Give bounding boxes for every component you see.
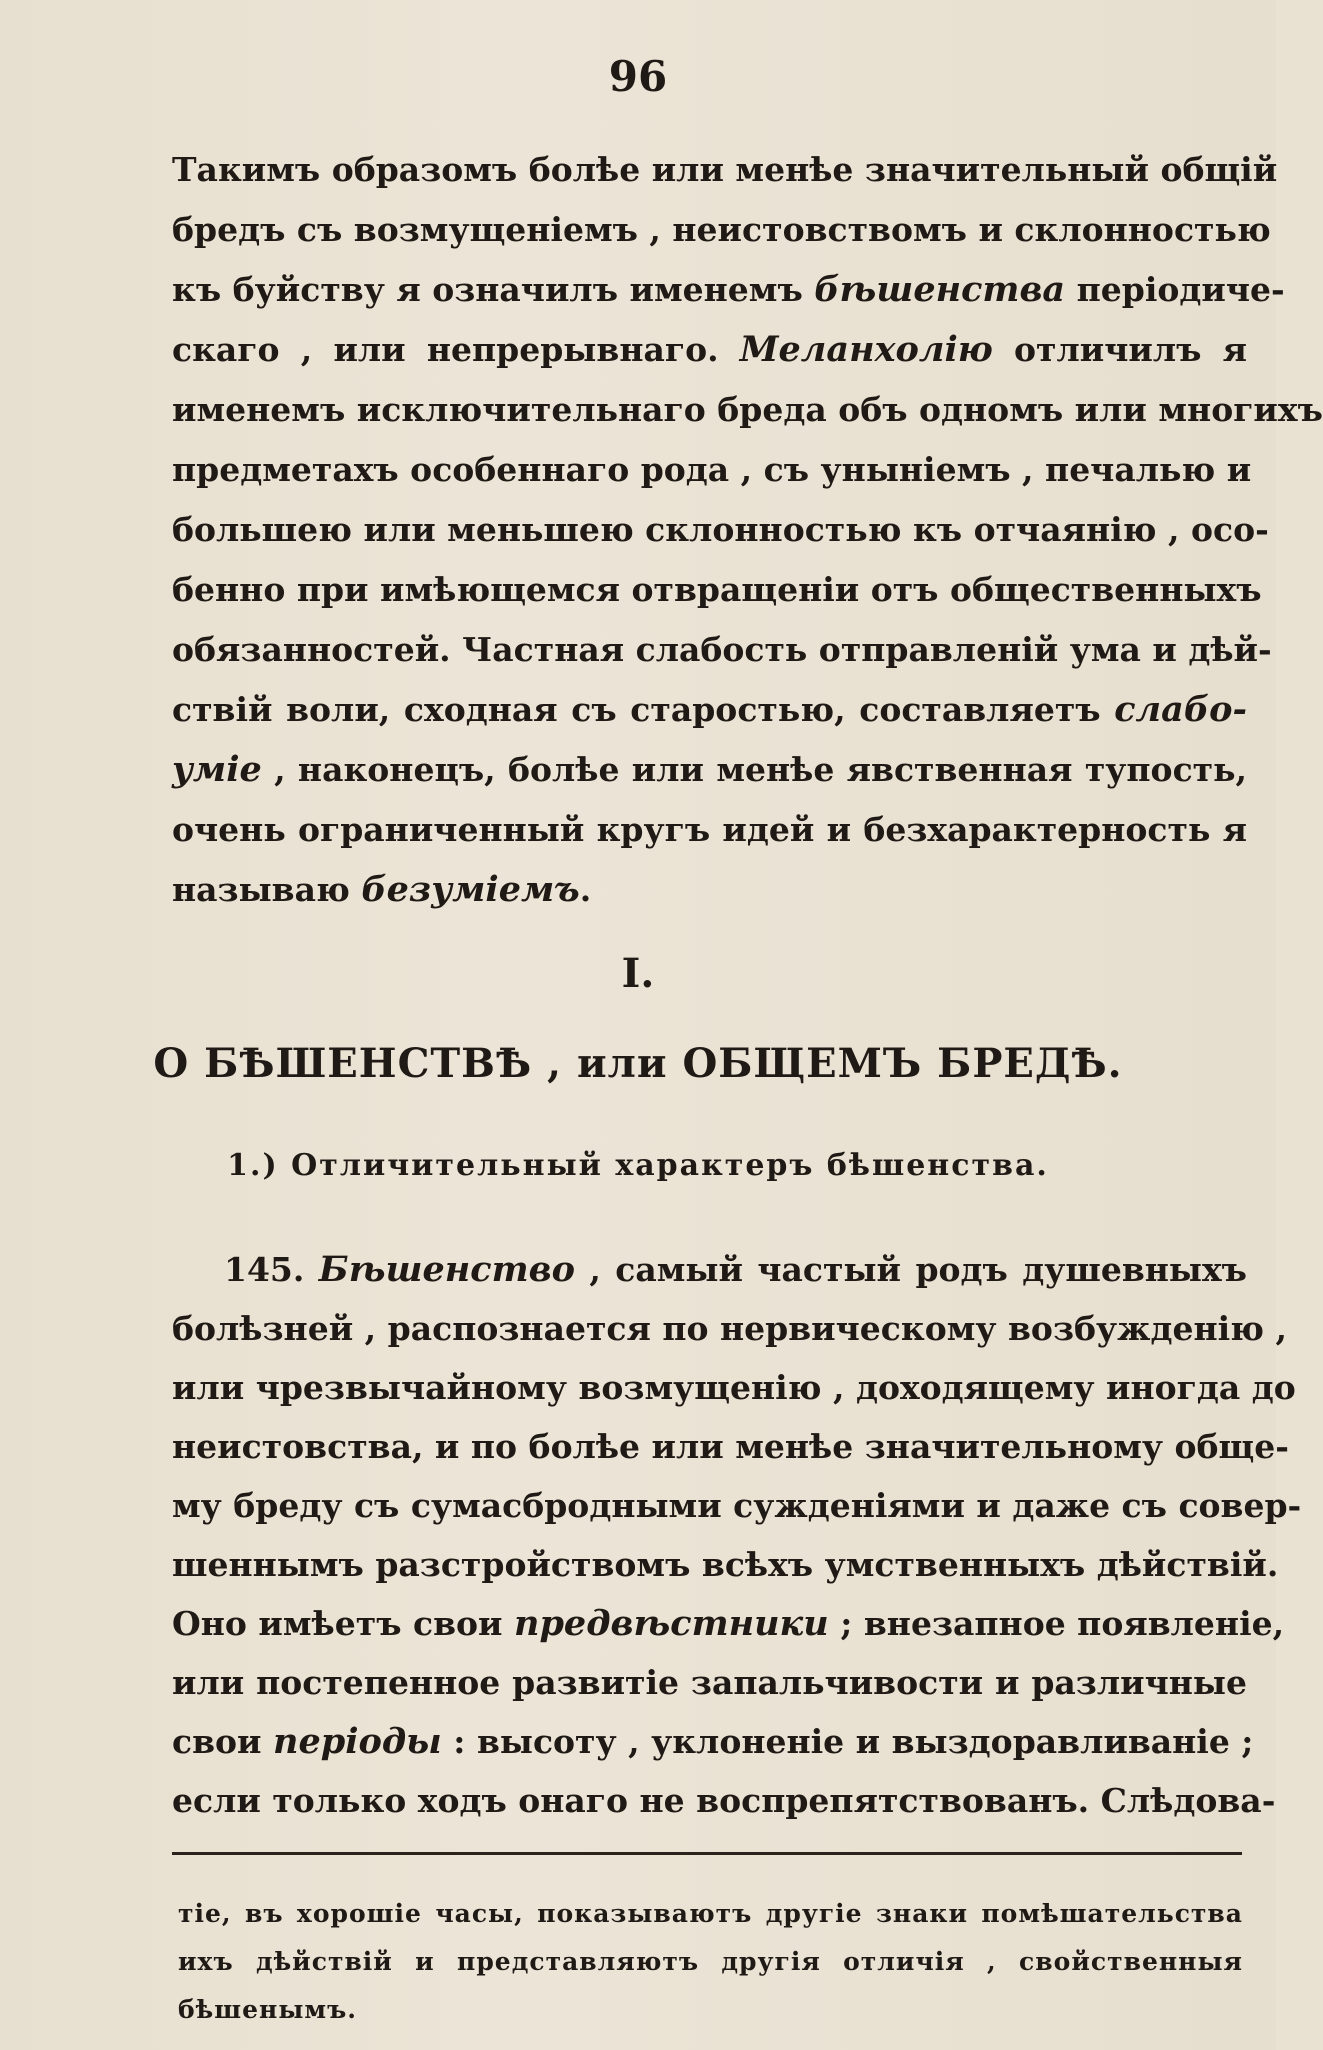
body-line: [172, 1535, 1279, 1594]
text-run: бредъ съ возмущеніемъ , неистовствомъ и склонностью: [172, 210, 1271, 249]
intro-line: [172, 140, 1278, 200]
text-run: ; внезапное появленіе,: [828, 1604, 1285, 1643]
section-title: О БѢШЕНСТВѢ , или ОБЩЕМЪ БРЕДѢ.: [153, 1040, 1123, 1087]
intro-line: [172, 200, 1271, 260]
text-run: , самый частый родъ душевныхъ: [574, 1250, 1247, 1289]
body-line: [172, 1594, 1285, 1653]
text-run: , наконецъ, болѣе или менѣе явственная тупость,: [261, 750, 1247, 789]
text-run: скаго , или непрерывнаго.: [172, 330, 740, 369]
text-run: болѣзней , распознается по нервическому возбужденію ,: [172, 1309, 1287, 1348]
text-run: предметахъ особеннаго рода , съ уныніемъ , печалью и: [172, 450, 1252, 489]
body-line: [172, 1771, 1276, 1830]
body-paragraph: [172, 1240, 1302, 1830]
intro-line: [172, 320, 1247, 380]
italic-term: предвѣстники: [514, 1603, 829, 1644]
text-run: шеннымъ разстройствомъ всѣхъ умственныхъ дѣйствій.: [172, 1545, 1279, 1584]
italic-term: слабо-: [1114, 689, 1247, 730]
intro-line: [172, 620, 1272, 680]
subsection-title: 1.) Отличительный характеръ бѣшенства.: [227, 1148, 1049, 1183]
body-line: [172, 1240, 1247, 1299]
italic-term: періоды: [273, 1721, 442, 1762]
text-run: именемъ исключительнаго бреда объ одномъ или многихъ: [172, 390, 1323, 429]
text-run: му бреду съ сумасбродными сужденіями и даже съ совер-: [172, 1486, 1302, 1525]
italic-term: бѣшенства: [814, 269, 1066, 310]
intro-line: [172, 860, 1247, 920]
footnote-line: бѣшенымъ.: [178, 1995, 357, 2024]
intro-paragraph: [172, 140, 1323, 920]
italic-term: уміе: [172, 749, 262, 790]
body-line: [172, 1476, 1302, 1535]
intro-line: [172, 380, 1323, 440]
body-line: [172, 1653, 1247, 1712]
text-run: или чрезвычайному возмущенію , доходящему иногда до: [172, 1368, 1296, 1407]
footnote-divider: [172, 1852, 1242, 1855]
footnote-line: тіе, въ хорошіе часы, показываютъ другіе знаки помѣшательства: [178, 1899, 1243, 1928]
text-run: Такимъ образомъ болѣе или менѣе значительный общій: [172, 150, 1278, 189]
text-run: если только ходъ онаго не воспрепятствованъ. Слѣдова-: [172, 1781, 1276, 1820]
text-run: называю: [172, 870, 362, 909]
body-line: [172, 1712, 1254, 1771]
intro-line: [172, 440, 1252, 500]
text-run: бенно при имѣющемся отвращеніи отъ общественныхъ: [172, 570, 1262, 609]
footnote: [178, 1890, 1243, 2034]
intro-line: [172, 800, 1247, 860]
italic-term: Бѣшенство: [318, 1249, 575, 1290]
text-run: или постепенное развитіе запальчивости и различные: [172, 1663, 1247, 1702]
text-run: .: [579, 870, 592, 909]
intro-line: [172, 740, 1247, 800]
body-line: [172, 1358, 1296, 1417]
italic-term: безуміемъ: [361, 869, 580, 910]
intro-line: [172, 500, 1269, 560]
text-run: большею или меньшею склонностью къ отчаянію , осо-: [172, 510, 1269, 549]
body-line: [172, 1417, 1289, 1476]
italic-term: Меланхолію: [739, 329, 993, 370]
body-line: [172, 1299, 1287, 1358]
text-run: 145.: [224, 1250, 319, 1289]
text-run: къ буйству я означилъ именемъ: [172, 270, 815, 309]
section-number: I.: [621, 950, 655, 997]
page-number: 96: [608, 52, 668, 101]
text-run: обязанностей. Частная слабость отправленій ума и дѣй-: [172, 630, 1272, 669]
text-run: : высоту , уклоненіе и выздоравливаніе ;: [441, 1722, 1254, 1761]
footnote-line: ихъ дѣйствій и представляютъ другія отличія , свойственныя: [178, 1947, 1243, 1976]
intro-line: [172, 560, 1262, 620]
text-run: Оно имѣетъ свои: [172, 1604, 514, 1643]
intro-line: [172, 680, 1247, 740]
text-run: очень ограниченный кругъ идей и безхарактерность я: [172, 810, 1247, 849]
text-run: періодиче-: [1065, 270, 1285, 309]
text-run: ствій воли, сходная съ старостью, составляетъ: [172, 690, 1115, 729]
intro-line: [172, 260, 1285, 320]
text-run: отличилъ я: [992, 330, 1247, 369]
text-run: неистовства, и по болѣе или менѣе значительному обще-: [172, 1427, 1289, 1466]
text-run: свои: [172, 1722, 273, 1761]
